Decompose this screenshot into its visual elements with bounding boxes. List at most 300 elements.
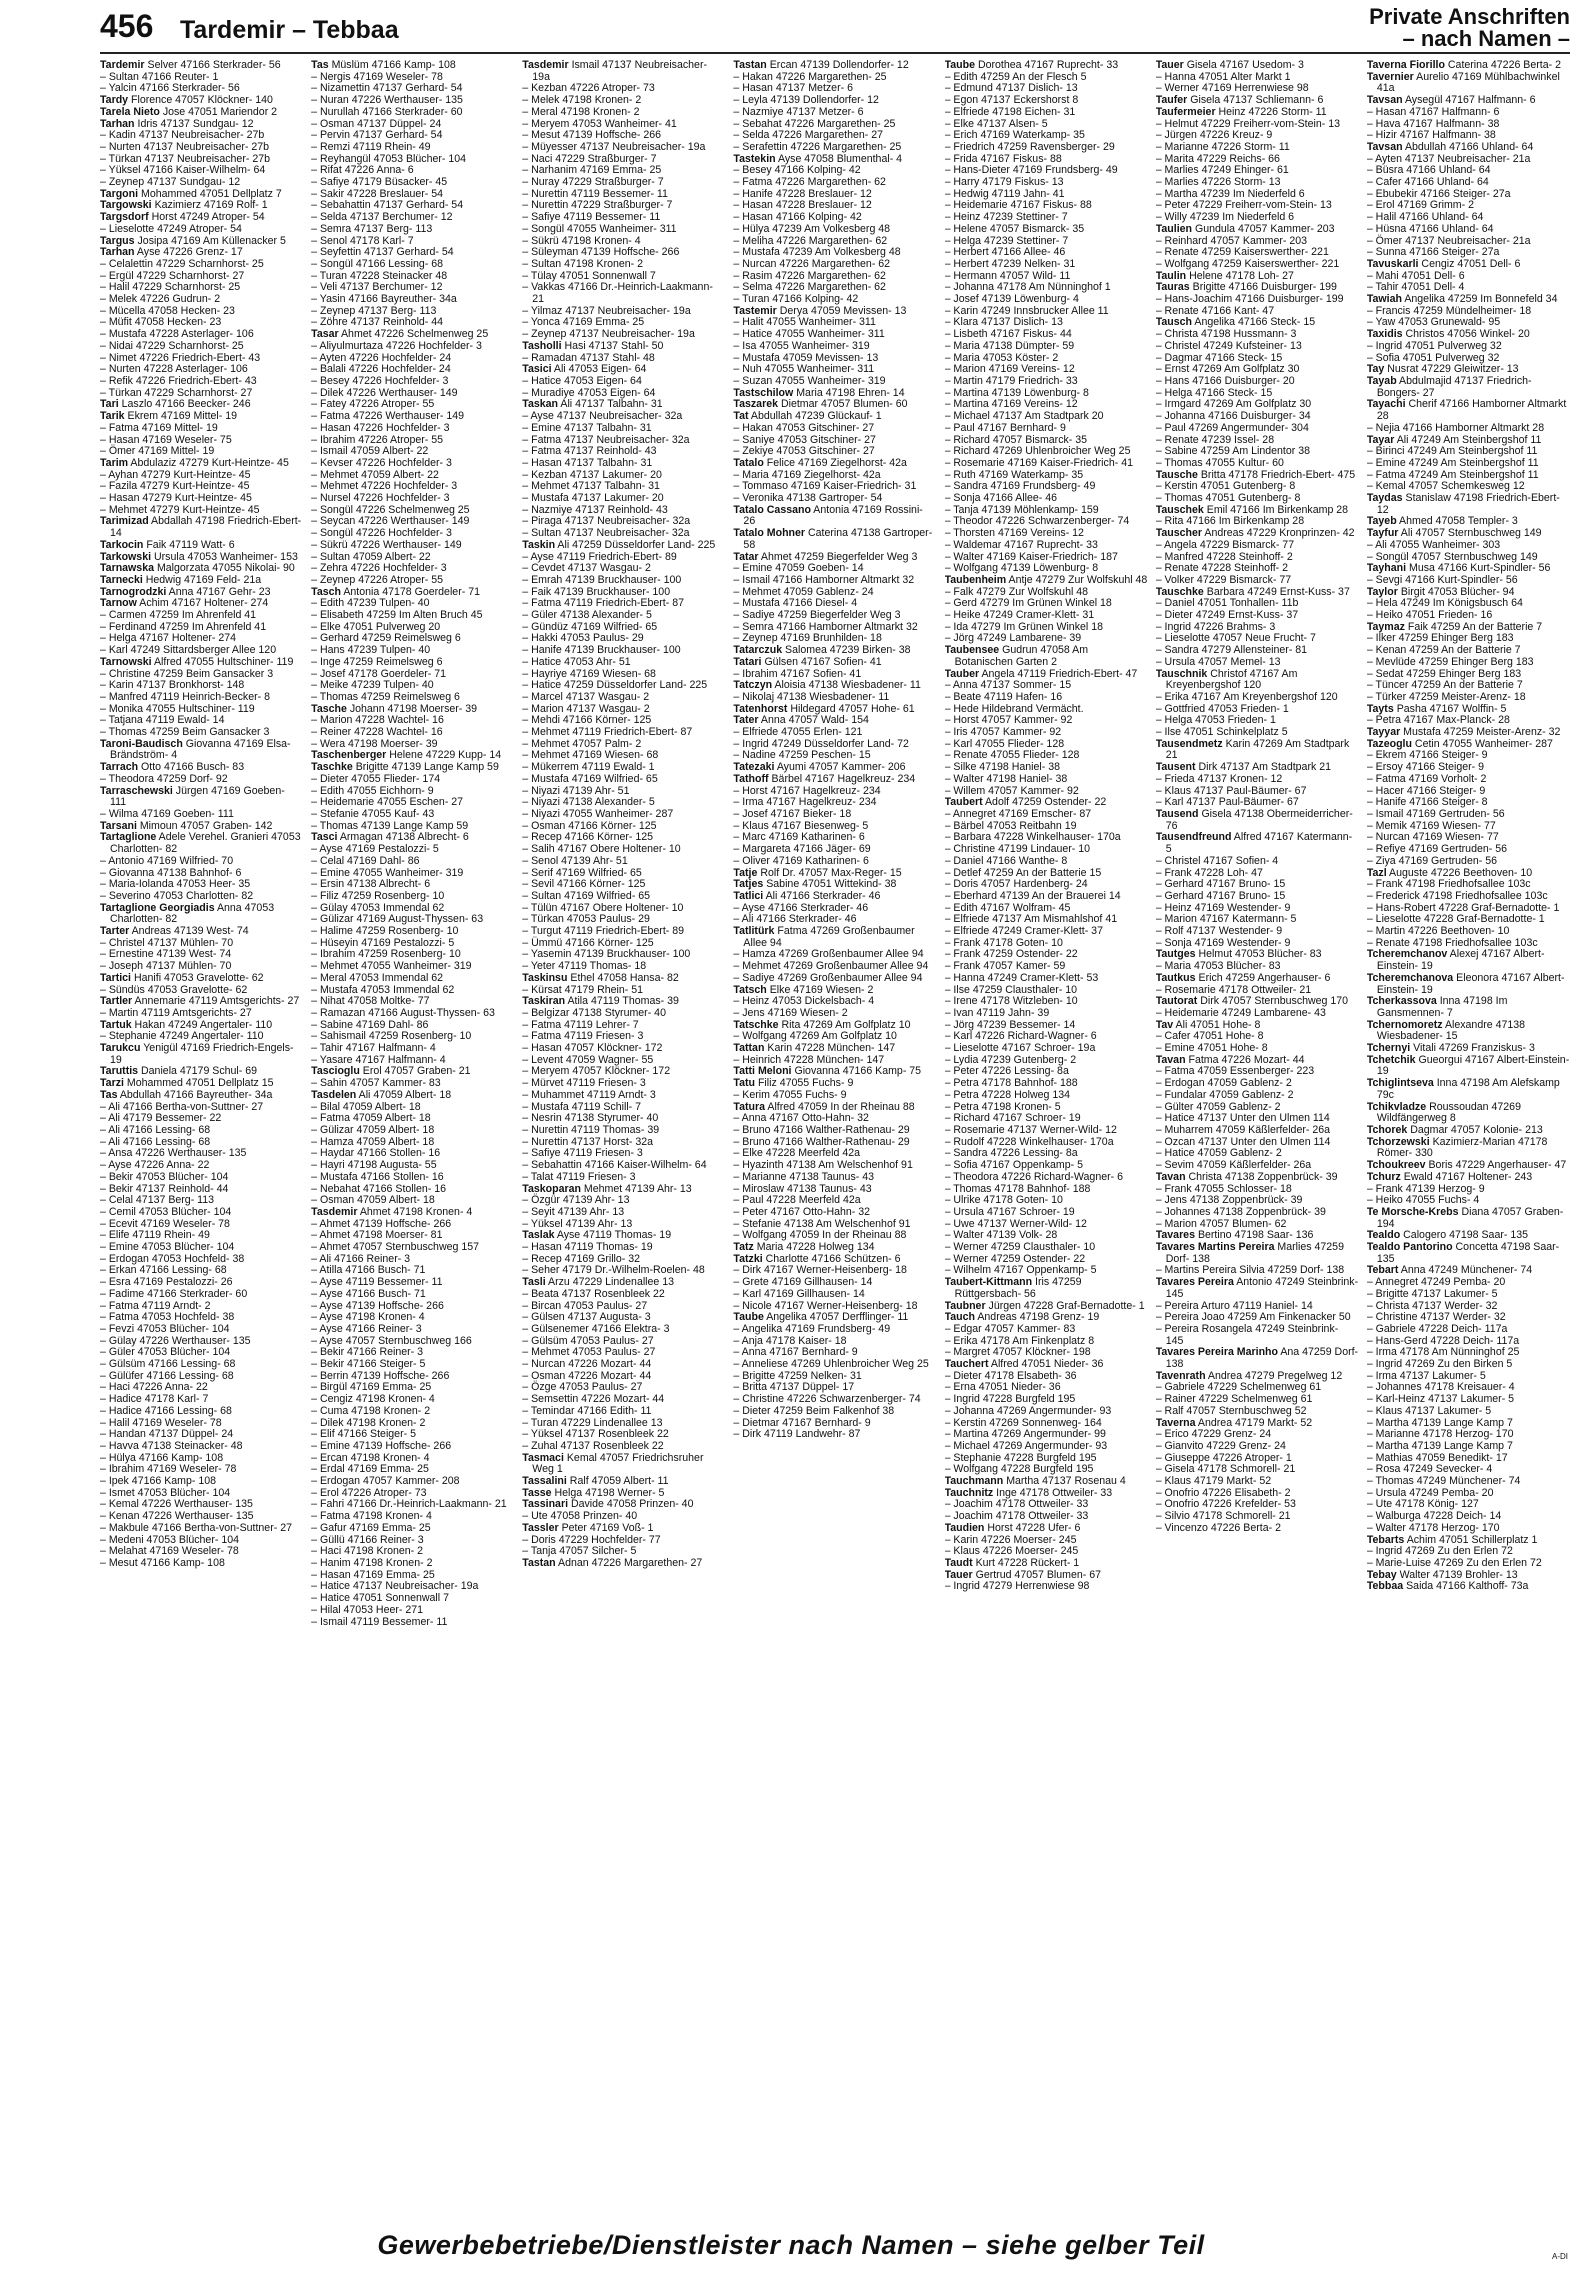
entry-details: – Leyla 47139 Dollendorfer- 12 [733,94,879,107]
entry-details: Angelika 47166 Steck- 15 [1194,316,1316,329]
entry-details: – Nurettin 47137 Horst- 32a [522,1135,654,1148]
entry-details: – Elke 47137 Alsen- 5 [944,117,1048,130]
entry-surname: Tasici [522,363,552,376]
entry-details: – Songül 47226 Schelmenweg 25 [311,503,470,516]
entry-details: Hasi 47137 Stahl- 50 [564,339,664,352]
entry-details: – Irma 47178 Am Nünninghof 25 [1366,1346,1520,1359]
entry-details: – Elke 47228 Meerfeld 42a [733,1147,861,1160]
entry-details: Alfred 47051 Nieder- 36 [990,1358,1104,1371]
entry-details: Ahmet 47259 Biegerfelder Weg 3 [760,550,918,563]
entry-details: – Irma 47167 Hagelkreuz- 234 [733,796,877,809]
entry-details: – Gerhard 47167 Bruno- 15 [1155,889,1286,902]
entry-details: – Marlies 47249 Ehinger- 61 [1155,164,1289,177]
entry-details: – Ozcan 47137 Unter den Ulmen 114 [1155,1135,1331,1148]
entry-details: – Serafettin 47226 Margarethen- 25 [733,140,902,153]
entry-details: – Lieselotte 47167 Schroer- 19a [944,1042,1096,1055]
listing-entry [522,1558,725,1570]
entry-surname: Tartici [100,971,132,984]
entry-details: – Hatice 47259 Düsseldorfer Land- 225 [522,679,708,692]
entry-details: – Bekir 47166 Reiner- 3 [311,1346,424,1359]
entry-surname: Tealdo [1366,1229,1401,1242]
entry-details: Marlies 47259 Dorf- 138 [1165,1241,1344,1265]
entry-details: – Güllü 47166 Reiner- 3 [311,1533,424,1546]
entry-surname: Tastekin [733,152,776,165]
entry-details: – Ida 47279 Im Grünen Winkel 18 [944,620,1103,633]
listing-entry [1367,996,1570,1019]
entry-details: – Thomas 47178 Bahnhof- 188 [944,1182,1091,1195]
entry-surname: Tatczyn [733,679,773,692]
entry-details: – Christine 47199 Lindauer- 10 [944,843,1091,856]
entry-details: – Ernestine 47139 West- 74 [100,948,232,961]
entry-details: – Werner 47259 Ostender- 22 [944,1252,1086,1265]
entry-details: Atila 47119 Thomas- 39 [567,995,679,1008]
entry-details: – Songül 47055 Wanheimer- 311 [522,222,677,235]
entry-details: – Karl 47055 Flieder- 128 [944,737,1065,750]
entry-details: – Nurcan 47226 Margarethen- 62 [733,257,891,270]
entry-surname: Tchetchik [1366,1053,1416,1066]
entry-details: – Aliyulmurtaza 47226 Hochfelder- 3 [311,339,482,352]
entry-details: – Hasan 47137 Metzer- 6 [733,82,853,95]
entry-surname: Tarim [100,456,129,469]
entry-details: Armagan 47138 Albrecht- 6 [339,831,469,844]
entry-details: – Mustafa 47059 Mevissen- 13 [733,351,879,364]
entry-details: – Haydar 47166 Stollen- 16 [311,1147,441,1160]
entry-details: – Karl 47226 Richard-Wagner- 6 [944,1030,1097,1043]
entry-details: Walter 47139 Brohler- 13 [1399,1568,1518,1581]
entry-details: – Haci 47226 Anna- 22 [100,1381,208,1394]
entry-details: – Gabriele 47229 Schelmenweg 61 [1155,1381,1322,1394]
entry-details: – Martina 47139 Löwenburg- 8 [944,386,1089,399]
entry-details: – Hakki 47053 Paulus- 29 [522,632,644,645]
entry-details: – Mustafa 47228 Asterlager- 106 [100,328,254,341]
entry-details: – Muhammet 47119 Arndt- 3 [522,1088,656,1101]
listing-entry [522,1453,725,1476]
entry-details: – Veli 47137 Berchumer- 12 [311,281,443,294]
entry-details: – Marion 47169 Vereins- 12 [944,363,1075,376]
entry-details: – Fatma 47137 Neubreisacher- 32a [522,433,690,446]
entry-details: – Hanife 47139 Bruckhauser- 100 [522,644,681,657]
listing-entry [945,645,1148,668]
entry-details: Filiz 47055 Fuchs- 9 [757,1077,854,1090]
entry-details: – Ingrid 47051 Pulverweg 32 [1366,339,1502,352]
entry-surname: Tayhani [1366,562,1407,575]
entry-details: – Dieter 47055 Flieder- 174 [311,772,441,785]
listing-entry [100,739,303,762]
entry-details: Ismail 47137 Neubreisacher- 19a [532,60,707,83]
entry-details: – Melek 47198 Kronen- 2 [522,94,642,107]
entry-details: Caterina 47226 Berta- 2 [1447,60,1561,71]
entry-details: – Hatice 47055 Wanheimer- 311 [733,328,885,341]
entry-details: Helene 47229 Kupp- 14 [389,749,502,762]
column-6 [1156,60,1359,2190]
listing-entry [1156,1347,1359,1370]
entry-details: – Peter 47226 Lessing- 8a [944,1065,1069,1078]
entry-details: – Mehmet 47226 Hochfelder- 3 [311,480,458,493]
entry-details: – Zekiye 47053 Gitschiner- 27 [733,445,875,458]
entry-details: – Ayse 47119 Friedrich-Ebert- 89 [522,550,677,563]
entry-details: – Nuh 47055 Wanheimer- 311 [733,363,875,376]
entry-details: Kazimierz 47169 Rolf- 1 [154,199,268,212]
entry-details: – Brigitte 47259 Nelken- 31 [733,1369,862,1382]
listing-entry [1367,1055,1570,1078]
entry-details: – Marc 47169 Katharinen- 6 [733,831,865,844]
entry-details: – Sakir 47228 Breslauer- 54 [311,187,444,200]
entry-details: – Ebubekir 47166 Steiger- 27a [1366,187,1511,200]
entry-details: – Nejia 47166 Hamborner Altmarkt 28 [1366,421,1545,434]
entry-details: Fatma 47269 Großenbaumer Allee 94 [743,925,915,949]
entry-details: – Gülüfer 47166 Lessing- 68 [100,1369,234,1382]
entry-surname: Tattan [733,1042,765,1055]
entry-details: – Gülter 47059 Gablenz- 2 [1155,1100,1281,1113]
entry-details: Charlotte 47166 Schützen- 6 [765,1252,901,1265]
entry-details: – Renate 47198 Friedhofsallee 103c [1366,936,1538,949]
entry-details: – Fundalar 47059 Gablenz- 2 [1155,1088,1294,1101]
entry-details: – Senol 47139 Ahr- 51 [522,854,628,867]
listing-entry [100,832,303,855]
entry-surname: Tatalo [733,456,764,469]
entry-details: – Mükerrem 47119 Ewald- 1 [522,761,655,774]
entry-details: Johann 47198 Moerser- 39 [349,702,478,715]
entry-surname: Tatura [733,1100,766,1113]
entry-details: – Mahi 47051 Dell- 6 [1366,269,1465,282]
entry-details: – Zeynep 47137 Berg- 113 [311,304,437,317]
entry-details: – Refik 47226 Friedrich-Ebert- 43 [100,374,257,387]
listing-entry [100,1043,303,1066]
entry-details: – Elif 47166 Steiger- 5 [311,1428,416,1441]
entry-details: – Elfriede 47249 Cramer-Klett- 37 [944,925,1103,938]
entry-details: – Bekir 47166 Steiger- 5 [311,1358,426,1371]
entry-details: Abdallah 47198 Friedrich-Ebert- 14 [110,515,302,540]
entry-details: – Ali 47166 Reiner- 3 [311,1252,411,1265]
entry-surname: Tardemir [100,60,145,71]
entry-details: Antonio 47249 Steinbrink- 145 [1165,1276,1359,1300]
listing-entry [1367,1078,1570,1101]
entry-details: – Elfriede 47055 Erlen- 121 [733,726,863,739]
entry-details: – Lydia 47239 Gutenberg- 2 [944,1053,1077,1066]
entry-details: – Yasare 47167 Halfmann- 4 [311,1053,446,1066]
entry-details: – Rasim 47226 Margarethen- 62 [733,269,886,282]
entry-details: – Hanim 47198 Kronen- 2 [311,1557,433,1569]
listing-entry [945,1581,1148,1593]
entry-details: – Hans 47166 Duisburger- 20 [1155,374,1295,387]
entry-details: – Birinci 47249 Am Steinbergshof 11 [1366,445,1538,458]
entry-details: Ali 47057 Sternbuschweg 149 [1400,527,1542,540]
entry-details: Diana 47057 Graben- 194 [1376,1205,1564,1230]
entry-surname: Taruttis [100,1065,139,1078]
entry-details: Abdullah 47239 Glückauf- 1 [750,410,882,423]
entry-details: – Ömer 47137 Neubreisacher- 21a [1366,234,1531,247]
entry-details: – Turan 47228 Steinacker 48 [311,269,448,282]
entry-details: – Meliha 47226 Margarethen- 62 [733,234,888,247]
entry-details: – Ibrahim 47169 Weseler- 78 [100,1463,237,1476]
entry-details: – Erich 47169 Waterkamp- 35 [944,129,1085,142]
entry-details: – Inge 47259 Reimelsweg 6 [311,655,443,668]
entry-details: – Marianne 47138 Taunus- 43 [733,1170,874,1183]
entry-surname: Tastan [522,1557,556,1569]
entry-details: – Mehdi 47166 Körner- 125 [522,714,652,727]
entry-details: – Mehmet 47279 Kurt-Heintze- 45 [100,503,260,516]
entry-details: – Grete 47169 Gillhausen- 14 [733,1276,873,1289]
entry-details: – Hans-Robert 47228 Graf-Bernadotte- 1 [1366,901,1560,914]
entry-details: Ali 47051 Hohe- 8 [1175,1018,1261,1031]
entry-details: – Berrin 47139 Hoffsche- 266 [311,1369,450,1382]
entry-details: – Balali 47226 Hochfelder- 24 [311,363,451,376]
entry-surname: Tauer [944,1568,973,1581]
entry-details: – Süleyman 47139 Hoffsche- 266 [522,246,680,259]
entry-details: – Karl 47249 Sittardsberger Allee 120 [100,644,277,657]
entry-surname: Tavares Pereira [1155,1276,1234,1289]
entry-details: – Ivan 47119 Jahn- 39 [944,1006,1050,1019]
entry-details: – Hamza 47059 Albert- 18 [311,1135,435,1148]
entry-surname: Tauch [944,1311,975,1324]
entry-details: – Sandra 47226 Lessing- 8a [944,1147,1078,1160]
column-3 [522,60,725,2190]
listing-entry [1156,832,1359,855]
entry-details: – Tatjana 47119 Ewald- 14 [100,714,225,727]
entry-details: – Martha 47239 Im Niederfeld 6 [1155,187,1305,200]
entry-details: Mehmet 47139 Ahr- 13 [583,1182,692,1195]
entry-details: – Petra 47178 Bahnhof- 188 [944,1077,1078,1090]
entry-details: – Helga 47053 Frieden- 1 [1155,714,1276,727]
entry-details: – Lisbeth 47167 Fiskus- 44 [944,328,1072,341]
entry-surname: Tari [100,398,119,411]
entry-details: – Martins Pereira Silvia 47259 Dorf- 138 [1155,1264,1345,1277]
entry-details: – Rosa 47249 Sevecker- 4 [1366,1463,1493,1476]
entry-details: – Güler 47053 Blücher- 104 [100,1346,231,1359]
entry-details: Ayse 47058 Blumenthal- 4 [777,152,903,165]
entry-details: Saida 47166 Kalthoff- 73a [1406,1580,1529,1593]
entry-details: Bertino 47198 Saar- 136 [1197,1229,1314,1242]
entry-details: Abdullah 47166 Bayreuther- 34a [119,1088,273,1101]
entry-details: Ali 47166 Sterkrader- 46 [765,889,881,902]
entry-surname: Tastan [733,60,767,71]
entry-details: – Kadin 47137 Neubreisacher- 27b [100,129,265,142]
entry-details: Stanislaw 47198 Friedrich-Ebert- 12 [1376,492,1560,516]
entry-details: – Jürgen 47226 Kreuz- 9 [1155,129,1273,142]
entry-details: – Helga 47239 Stettiner- 7 [944,234,1069,247]
entry-details: – Heinz 47053 Dickelsbach- 4 [733,995,875,1008]
header-rule [100,52,1570,54]
entry-details: – Recep 47169 Grillo- 32 [522,1252,641,1265]
entry-details: – Zeynep 47226 Atroper- 55 [311,573,444,586]
entry-surname: Tatschke [733,1018,779,1031]
entry-details: – Giuseppe 47226 Atroper- 1 [1155,1451,1292,1464]
entry-surname: Taubensee [944,644,1000,657]
entry-details: – Sultan 47137 Neubreisacher- 32a [522,527,690,540]
entry-details: – Sevil 47166 Körner- 125 [522,878,646,891]
entry-surname: Tarkocin [100,538,144,551]
entry-details: – Erdogan 47059 Gablenz- 2 [1155,1077,1292,1090]
entry-details: – Nergis 47169 Weseler- 78 [311,70,443,83]
entry-details: – Mehmet 47055 Wanheimer- 319 [311,960,472,973]
entry-surname: Tautkus [1155,971,1196,984]
entry-details: – Zeynep 47169 Brunhilden- 18 [733,632,882,645]
entry-details: – Silvio 47178 Schmorell- 21 [1155,1510,1291,1523]
entry-details: – Martha 47139 Lange Kamp 7 [1366,1439,1513,1452]
entry-details: Auguste 47226 Beethoven- 10 [1389,866,1533,879]
entry-details: – Naci 47229 Straßburger- 7 [522,152,657,165]
entry-details: – Ali 47179 Bessemer- 22 [100,1112,222,1125]
entry-details: – Rudolf 47228 Winkelhauser- 170a [944,1135,1114,1148]
entry-details: – Ayse 47119 Bessemer- 11 [311,1276,443,1289]
entry-details: Kemal 47057 Friedrichsruher Weg 1 [532,1451,704,1476]
listing-entry [733,528,936,551]
entry-details: – Egon 47137 Eckershorst 8 [944,94,1079,107]
entry-surname: Tcheremchanova [1366,971,1454,984]
entry-details: Alfred 47055 Hultschiner- 119 [153,655,294,668]
entry-details: – Bekir 47053 Blücher- 104 [100,1170,229,1183]
entry-details: – Hüseyin 47169 Pestalozzi- 5 [311,936,455,949]
entry-details: – Hakan 47226 Margarethen- 25 [733,70,887,83]
entry-surname: Taube [733,1311,764,1324]
entry-details: Ali 47137 Talbahn- 31 [560,398,663,411]
entry-details: – Ernst 47269 Am Golfplatz 30 [1155,363,1300,376]
entry-details: – Mesut 47166 Kamp- 108 [100,1557,225,1569]
entry-details: – Walburga 47228 Deich- 14 [1366,1510,1502,1523]
entry-details: – Thomas 47259 Reimelsweg 6 [311,690,460,703]
entry-details: – Kenan 47226 Werthauser- 135 [100,1510,254,1523]
entry-details: – Hadice 47166 Lessing- 68 [100,1404,232,1417]
entry-details: – Hanna 47249 Cramer-Klett- 53 [944,971,1099,984]
entry-details: – Emine 47139 Hoffsche- 266 [311,1439,452,1452]
entry-surname: Targsdorf [100,211,149,224]
entry-details: – Marita 47229 Reichs- 66 [1155,152,1280,165]
entry-details: – Daniel 47166 Wanthe- 8 [944,854,1068,867]
entry-details: – Zehra 47226 Hochfelder- 3 [311,562,447,575]
entry-details: – Nazmiye 47137 Reinhold- 43 [522,503,668,516]
entry-details: Andreas 47198 Grenz- 19 [977,1311,1100,1324]
entry-surname: Tawiah [1366,293,1402,306]
entry-details: – Johanna 47269 Angermunder- 93 [944,1404,1112,1417]
entry-details: – Hatice 47053 Eigen- 64 [522,374,642,387]
entry-details: – Atilla 47166 Busch- 71 [311,1264,426,1277]
entry-details: Gundula 47057 Kammer- 203 [1194,222,1335,235]
entry-details: – Ilse 47051 Schinkelplatz 5 [1155,726,1288,739]
entry-details: – Gafur 47169 Emma- 25 [311,1521,431,1534]
entry-details: – Fatma 47226 Margarethen- 62 [733,176,886,189]
listing-entry [1367,973,1570,996]
entry-details: – Daniel 47051 Tonhallen- 11b [1155,597,1299,610]
entry-details: – Ruth 47169 Waterkamp- 35 [944,468,1084,481]
entry-details: – Ralf 47057 Sternbuschweg 52 [1155,1404,1307,1417]
entry-details: – Klaus 47137 Lakumer- 5 [1366,1404,1492,1417]
entry-surname: Tavuskarli [1366,257,1419,270]
entry-details: – Sahin 47057 Kammer- 83 [311,1077,441,1090]
entry-details: Mimoun 47057 Graben- 142 [139,819,273,832]
entry-details: – Waldemar 47167 Ruprecht- 33 [944,538,1098,551]
entry-details: – Esra 47169 Pestalozzi- 26 [100,1276,233,1289]
entry-details: – Edmund 47137 Dislich- 13 [944,82,1078,95]
entry-details: – Meryem 47053 Wanheimer- 41 [522,117,677,130]
entry-surname: Tarnogrodzki [100,585,167,598]
entry-surname: Taudt [944,1557,973,1569]
entry-details: – Paul 47228 Meerfeld 42a [733,1194,861,1207]
entry-details: Jose 47051 Mariendor 2 [162,105,278,118]
entry-details: Nusrat 47229 Gleiwitzer- 13 [1387,363,1519,376]
entry-surname: Tassalini [522,1475,567,1488]
entry-details: – Tülün 47167 Obere Holtener- 10 [522,901,684,914]
entry-details: – Safiye 47179 Büsacker- 45 [311,176,448,189]
entry-surname: Tassler [522,1521,559,1534]
entry-details: – Dieter 47259 Beim Falkenhof 38 [733,1404,895,1417]
entry-details: – Hasan 47057 Klöckner- 172 [522,1042,663,1055]
entry-surname: Tavares Pereira Marinho [1155,1346,1278,1359]
entry-surname: Tatu [733,1077,755,1090]
entry-details: – Cuma 47198 Kronen- 2 [311,1404,431,1417]
entry-details: – Stefanie 47138 Am Welschenhof 91 [733,1217,911,1230]
entry-details: – Hamza 47269 Großenbaumer Allee 94 [733,948,924,961]
entry-details: – Irmgard 47269 Am Golfplatz 30 [1155,398,1312,411]
entry-details: – Ayse 47226 Anna- 22 [100,1159,210,1172]
listing-entry [100,516,303,539]
entry-details: – Gerhard 47167 Bruno- 15 [1155,878,1286,891]
entry-details: Brigitte 47166 Duisburger- 199 [1192,281,1337,294]
entry-details: – Emine 47055 Wanheimer- 319 [311,866,464,879]
entry-surname: Tasdemir [311,1205,358,1218]
entry-surname: Tchorek [1366,1123,1408,1136]
entry-details: Rita 47269 Am Golfplatz 10 [781,1018,911,1031]
entry-details: Heinz 47226 Storm- 11 [1218,105,1327,118]
entry-surname: Tazl [1366,866,1387,879]
entry-details: – Marion 47228 Wachtel- 16 [311,714,444,727]
entry-details: – Sonja 47166 Allee- 46 [944,492,1058,505]
entry-surname: Taskiran [522,995,566,1008]
entry-details: Aysegül 47167 Halfmann- 6 [1404,94,1536,107]
entry-surname: Tartaglione Georgiadis [100,901,215,914]
entry-details: – Ramadan 47137 Stahl- 48 [522,351,655,364]
entry-details: – Mesut 47139 Hoffsche- 266 [522,129,662,142]
entry-surname: Tatarczuk [733,644,783,657]
entry-details: – Annegret 47249 Pemba- 20 [1366,1276,1506,1289]
entry-details: – Dirk 47119 Landwehr- 87 [733,1428,861,1441]
entry-details: – Ayse 47166 Sterkrader- 46 [733,901,869,914]
entry-details: – Erkan 47166 Lessing- 68 [100,1264,227,1277]
entry-details: – Hyazinth 47138 Am Welschenhof 91 [733,1159,913,1172]
entry-details: Dirk 47137 Am Stadtpark 21 [1198,761,1331,774]
entry-details: Sabine 47051 Wittekind- 38 [766,878,897,891]
listing-entry [1156,739,1359,762]
entry-details: – Remzi 47119 Rhein- 49 [311,140,431,153]
entry-details: – Johannes 47138 Zoppenbrück- 39 [1155,1205,1326,1218]
entry-details: – Gülsüm 47053 Paulus- 27 [522,1334,654,1347]
entry-details: – Sebahat 47226 Margarethen- 25 [733,117,896,130]
entry-details: – Helga 47167 Holtener- 274 [100,632,237,645]
entry-details: – Frederick 47198 Friedhofsallee 103c [1366,889,1548,902]
entry-details: – Frida 47167 Fiskus- 88 [944,152,1062,165]
entry-details: Inna 47198 Am Alefskamp 79c [1376,1077,1560,1101]
entry-details: – Klaus 47226 Moerser- 245 [944,1545,1079,1558]
entry-details: – Kemal 47226 Werthauser- 135 [100,1498,253,1511]
entry-details: – Muharrem 47059 Käßlerfelder- 26a [1155,1123,1331,1136]
entry-details: – Mustafa 47053 Immendal 62 [311,983,455,996]
entry-details: – Maria 47053 Blücher- 83 [1155,960,1281,973]
entry-details: – Barbara 47228 Winkelhauser- 170a [944,831,1121,844]
entry-details: – Emine 47059 Goeben- 14 [733,562,864,575]
entry-surname: Targoni [100,187,139,200]
entry-details: – Müfit 47058 Hecken- 23 [100,316,222,329]
entry-details: Alfred 47059 In der Rheinau 88 [767,1100,915,1113]
entry-surname: Tavan [1155,1170,1186,1183]
entry-details: – Anna 47137 Sommer- 15 [944,679,1072,692]
entry-details: – Gisela 47178 Schmorell- 21 [1155,1463,1296,1476]
section-title-line2: – nach Namen – [1402,26,1570,51]
section-title [1369,6,1570,50]
entry-details: Laszlo 47166 Beecker- 246 [121,398,251,411]
entry-details: – Hasan 47169 Weseler- 75 [100,433,232,446]
entry-details: – Ingrid 47249 Düsseldorfer Land- 72 [733,737,909,750]
entry-details: – Paul 47167 Bernhard- 9 [944,421,1066,434]
entry-details: – Narhanim 47169 Emma- 25 [522,164,662,177]
